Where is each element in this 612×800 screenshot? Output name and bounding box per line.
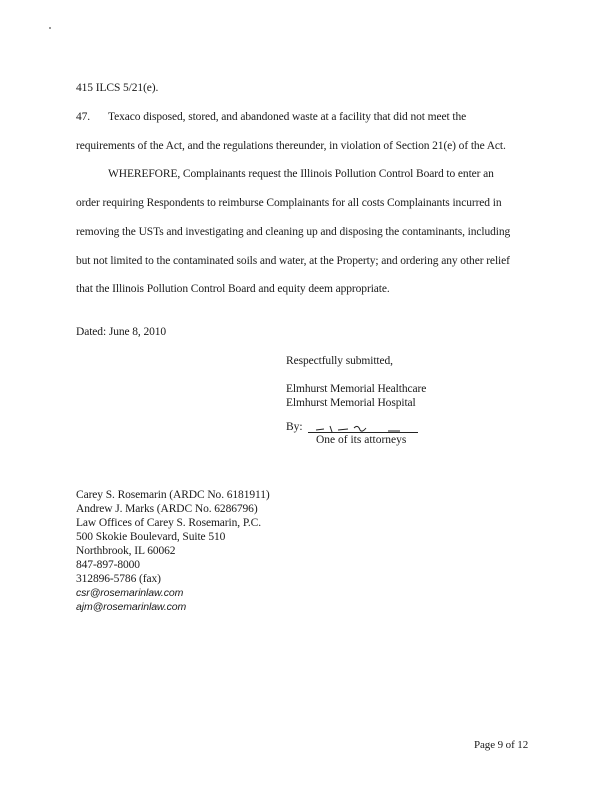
counsel-line-4: 500 Skokie Boulevard, Suite 510	[76, 531, 226, 543]
paragraph-47-line-1: Texaco disposed, stored, and abandoned waste at a facility that did not meet the	[108, 111, 467, 123]
dated-line: Dated: June 8, 2010	[76, 326, 167, 338]
counsel-fax: 312896-5786 (fax)	[76, 573, 161, 585]
signature-area	[286, 420, 426, 448]
wherefore-line-3: removing the USTs and investigating and cleaning up and disposing the contaminants, including	[76, 226, 511, 238]
signature-closing: Respectfully submitted,	[286, 355, 393, 367]
signature-scrawl	[314, 420, 404, 434]
party-name-line-2: Elmhurst Memorial Hospital	[286, 397, 416, 409]
counsel-line-2: Andrew J. Marks (ARDC No. 6286796)	[76, 503, 258, 515]
wherefore-line-4: but not limited to the contaminated soils and water, at the Property; and ordering any other relief	[76, 255, 510, 267]
scan-speck	[49, 27, 51, 29]
wherefore-line-5: that the Illinois Pollution Control Board and equity deem appropriate.	[76, 283, 390, 295]
party-name-line-1: Elmhurst Memorial Healthcare	[286, 383, 427, 395]
signature-caption: One of its attorneys	[316, 434, 407, 446]
wherefore-line-1: WHEREFORE, Complainants request the Illinois Pollution Control Board to enter an	[108, 168, 494, 180]
page-number: Page 9 of 12	[474, 739, 529, 751]
paragraph-47-number: 47.	[76, 111, 91, 123]
paragraph-47-line-2: requirements of the Act, and the regulations thereunder, in violation of Section 21(e) of the Act.	[76, 140, 506, 152]
citation-line: 415 ILCS 5/21(e).	[76, 82, 159, 94]
counsel-email-2[interactable]: ajm@rosemarinlaw.com	[76, 601, 187, 613]
by-label: By:	[286, 421, 303, 433]
counsel-line-1: Carey S. Rosemarin (ARDC No. 6181911)	[76, 489, 270, 501]
counsel-phone: 847-897-8000	[76, 559, 140, 571]
counsel-line-5: Northbrook, IL 60062	[76, 545, 176, 557]
wherefore-line-2: order requiring Respondents to reimburse Complainants for all costs Complainants incurred in	[76, 197, 502, 209]
counsel-email-1[interactable]: csr@rosemarinlaw.com	[76, 587, 184, 599]
counsel-line-3: Law Offices of Carey S. Rosemarin, P.C.	[76, 517, 261, 529]
